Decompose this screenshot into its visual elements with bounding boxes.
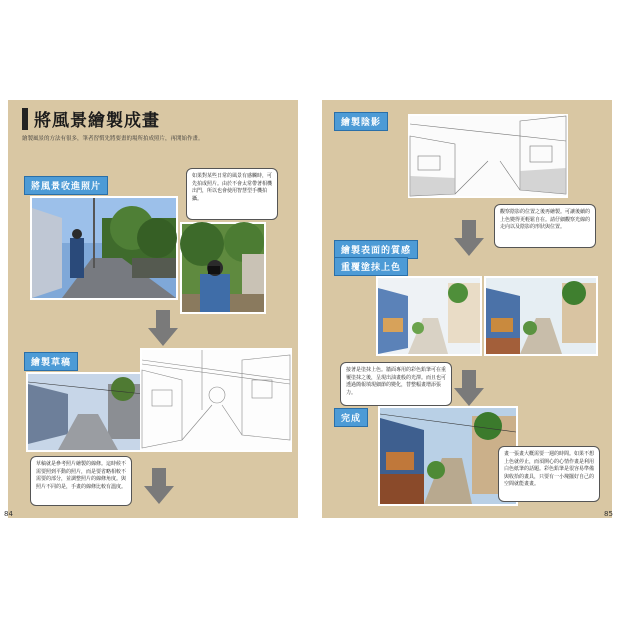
coloring-stage-1 xyxy=(376,276,482,356)
step3-label: 繪製陰影 xyxy=(334,112,388,131)
page-number: 84 xyxy=(4,510,13,518)
step1-label: 將風景收進照片 xyxy=(24,176,108,195)
down-arrow-icon xyxy=(144,468,174,504)
page-number: 85 xyxy=(604,510,613,518)
shading-drawing xyxy=(408,114,568,198)
coloring-stage-2 xyxy=(484,276,598,356)
page-title: 將風景繪製成畫 xyxy=(34,111,160,131)
step3-note: 觀察陰影的位置之後再繪製。可讓後續的上色變得更輕鬆自在。請仔細觀察光線的走向以及陰影的形狀與位置。 xyxy=(494,204,596,248)
down-arrow-icon xyxy=(148,310,178,346)
title-accent-bar xyxy=(22,108,28,130)
down-arrow-icon xyxy=(454,370,484,406)
step4-label-1: 繪製表面的質感 xyxy=(334,240,418,259)
street-photo xyxy=(30,196,178,300)
line-drawing xyxy=(140,348,292,452)
final-painting xyxy=(378,406,518,506)
down-arrow-icon xyxy=(454,220,484,256)
step4-note: 接著是塗抹上色。牆面專用的彩色鉛筆可在重覆塗抹之後，呈現出油畫般的光澤。而且也可透過簡報填現細節的變化，替整幅畫增添張力。 xyxy=(340,362,452,406)
step2-note: 草稿就是參考照片繪製的線條。這時候不需要照到平動的照片，而是要省略相較不需要的部分，並調整照片的線條角度。與照片不同的是，手畫的線條比較有溫度。 xyxy=(30,456,132,506)
step5-note: 畫一張畫大概需要一週的時間。如果不想上色就停止，而須開心的心情作畫是利用白色紙筆的話題。彩色鉛筆是很容易準備與收拾的畫具，只要有一小塊擺好自己的空間就能畫畫。 xyxy=(498,446,600,502)
intro-text: 繪製風景的方法有很多，筆者習慣先將要畫的場所拍成照片，再開始作畫。 xyxy=(22,136,204,142)
left-page xyxy=(4,100,298,518)
step5-label: 完成 xyxy=(334,408,368,427)
sketch-reference-photo xyxy=(26,372,146,452)
step2-label: 繪製草稿 xyxy=(24,352,78,371)
right-page xyxy=(322,100,612,518)
step1-note: 如果對某些日常的風景有感觸時，可先拍成照片。由於不會太常帶著相機出門，所以也會使用智慧型手機拍攝。 xyxy=(186,168,278,220)
step4-label-2: 重覆塗抹上色 xyxy=(334,257,408,276)
photographer-photo xyxy=(180,222,266,314)
